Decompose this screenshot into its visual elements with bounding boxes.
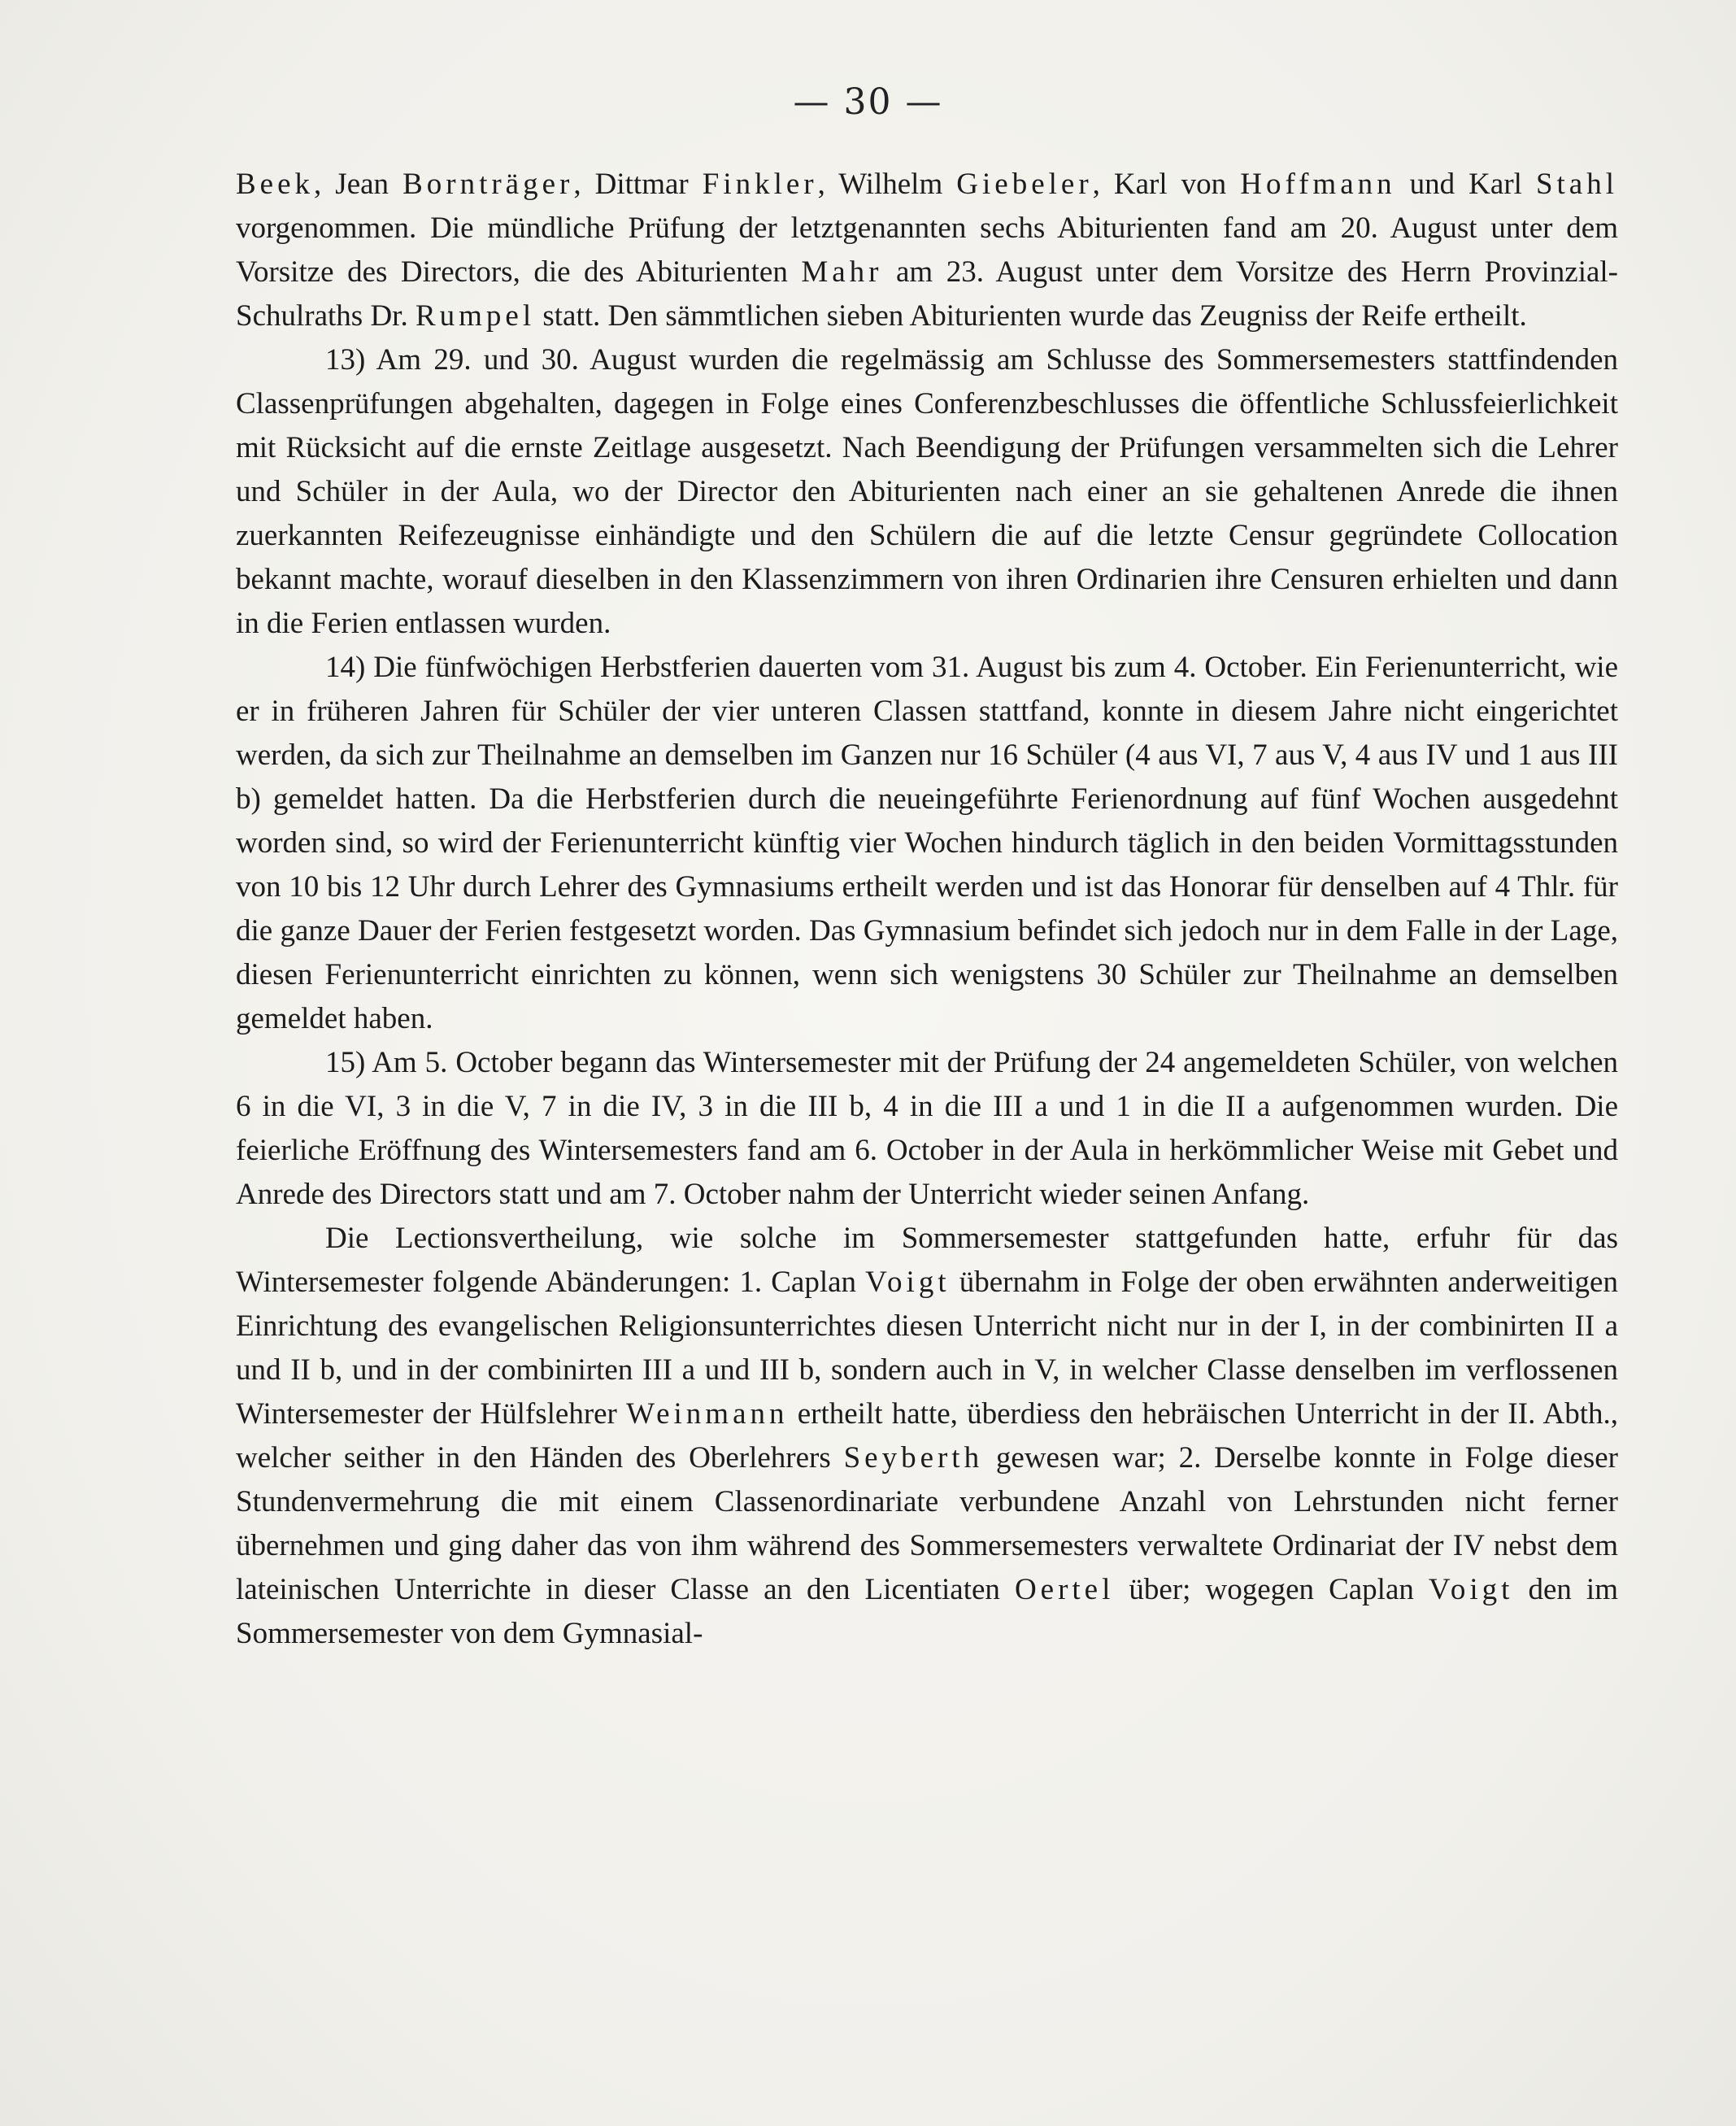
text-segment: vorgenommen. Die mündliche Prüfung der letztgenannten sechs Abiturienten fand am 20. August unter dem Vorsitze des Directors, die des Abiturienten (236, 211, 1618, 289)
text-segment: statt. Den sämmtlichen sieben Abiturienten wurde das Zeugniss der Reife ertheilt. (535, 299, 1527, 333)
text-segment: und Karl (1395, 168, 1536, 201)
spaced-name: Finkler (702, 168, 818, 201)
text-segment: , Wilhelm (817, 168, 957, 201)
spaced-name: Voigt (1428, 1573, 1514, 1606)
text-body (236, 163, 1618, 1656)
spaced-name: Oertel (1014, 1573, 1115, 1606)
text-segment: übernahm in Folge der oben erwähnten anderweitigen Einrichtung des evangelischen Religionsunterrichtes diesen Unterricht nicht nur in der I, in der combinirten II a und II b, und in der combinirten III a und III b, sondern auch in V, in welcher Classe denselben im verflossenen Wintersemester der Hülfslehrer (236, 1266, 1618, 1431)
text-segment: ertheilt hatte, überdiess den hebräischen Unterricht in der II. Abth., welcher seither in den Händen des Oberlehrers (236, 1397, 1619, 1475)
paragraph (236, 1217, 1618, 1656)
paragraph (236, 646, 1618, 1041)
spaced-name: Bornträger (402, 168, 574, 201)
spaced-name: Voigt (865, 1266, 951, 1299)
text-segment: den im Sommersemester von dem Gymnasial- (236, 1573, 1618, 1650)
text-segment: , Karl von (1092, 168, 1241, 201)
spaced-name: Mahr (801, 255, 883, 289)
spaced-name: Giebeler (956, 168, 1093, 201)
text-segment: 15) Am 5. October begann das Wintersemester mit der Prüfung der 24 angemeldeten Schüler, von welchen 6 in die VI, 3 in die V, 7 in die IV, 3 in die III b, 4 in die III a und 1 in die II a aufgenommen wurden. Die feierliche Eröffnung des Wintersemesters fand am 6. October in der Aula in herkömmlicher Weise mit Gebet und Anrede des Directors statt und am 7. October nahm der Unterricht wieder seinen Anfang. (236, 1046, 1618, 1211)
paragraph (236, 1041, 1618, 1217)
paragraph (236, 163, 1618, 338)
page-number: — 30 — (793, 81, 943, 123)
text-segment: , Dittmar (573, 168, 703, 201)
spaced-name: Stahl (1535, 168, 1619, 201)
paragraph (236, 338, 1618, 646)
text-segment: 13) Am 29. und 30. August wurden die regelmässig am Schlusse des Sommersemesters stattfindenden Classenprüfungen abgehalten, dagegen in Folge eines Conferenzbeschlusses die öffentliche Schlussfeierlichkeit mit Rücksicht auf die ernste Zeitlage ausgesetzt. Nach Beendigung der Prüfungen versammelten sich die Lehrer und Schüler in der Aula, wo der Director den Abiturienten nach einer an sie gehaltenen Anrede die ihnen zuerkannten Reifezeugnisse einhändigte und den Schülern die auf die letzte Censur gegründete Collocation bekannt machte, worauf dieselben in den Klassenzimmern von ihren Ordinarien ihre Censuren erhielten und dann in die Ferien entlassen wurden. (236, 343, 1618, 640)
text-segment: Die Lectionsvertheilung, wie solche im Sommersemester stattgefunden hatte, erfuhr für das Wintersemester folgende Abänderungen: 1. Caplan (236, 1222, 1618, 1299)
text-segment: gewesen war; 2. Derselbe konnte in Folge dieser Stundenvermehrung die mit einem Classenordinariate verbundene Anzahl von Lehrstunden nicht ferner übernehmen und ging daher das von ihm während des Sommersemesters verwaltete Ordinariat der IV nebst dem lateinischen Unterrichte in dieser Classe an den Licentiaten (236, 1441, 1618, 1606)
text-segment: über; wogegen Caplan (1114, 1573, 1429, 1606)
spaced-name: Beek (236, 168, 315, 201)
spaced-name: Seyberth (843, 1441, 984, 1475)
spaced-name: Weinmann (626, 1397, 789, 1431)
spaced-name: Hoffmann (1240, 168, 1396, 201)
text-segment: am 23. August unter dem Vorsitze des Herrn Provinzial-Schulraths Dr. (236, 255, 1618, 333)
spaced-name: Rumpel (415, 299, 536, 333)
text-segment: 14) Die fünfwöchigen Herbstferien dauerten vom 31. August bis zum 4. October. Ein Ferienunterricht, wie er in früheren Jahren für Schüler der vier unteren Classen stattfand, konnte in diesem Jahre nicht eingerichtet werden, da sich zur Theilnahme an demselben im Ganzen nur 16 Schüler (4 aus VI, 7 aus V, 4 aus IV und 1 aus III b) gemeldet hatten. Da die Herbstferien durch die neueingeführte Ferienordnung auf fünf Wochen ausgedehnt worden sind, so wird der Ferienunterricht künftig vier Wochen hindurch täglich in den beiden Vormittagsstunden von 10 bis 12 Uhr durch Lehrer des Gymnasiums ertheilt werden und ist das Honorar für denselben auf 4 Thlr. für die ganze Dauer der Ferien festgesetzt worden. Das Gymnasium befindet sich jedoch nur in dem Falle in der Lage, diesen Ferienunterricht einrichten zu können, wenn sich wenigstens 30 Schüler zur Theilnahme an demselben gemeldet haben. (236, 651, 1618, 1035)
text-segment: , Jean (314, 168, 403, 201)
